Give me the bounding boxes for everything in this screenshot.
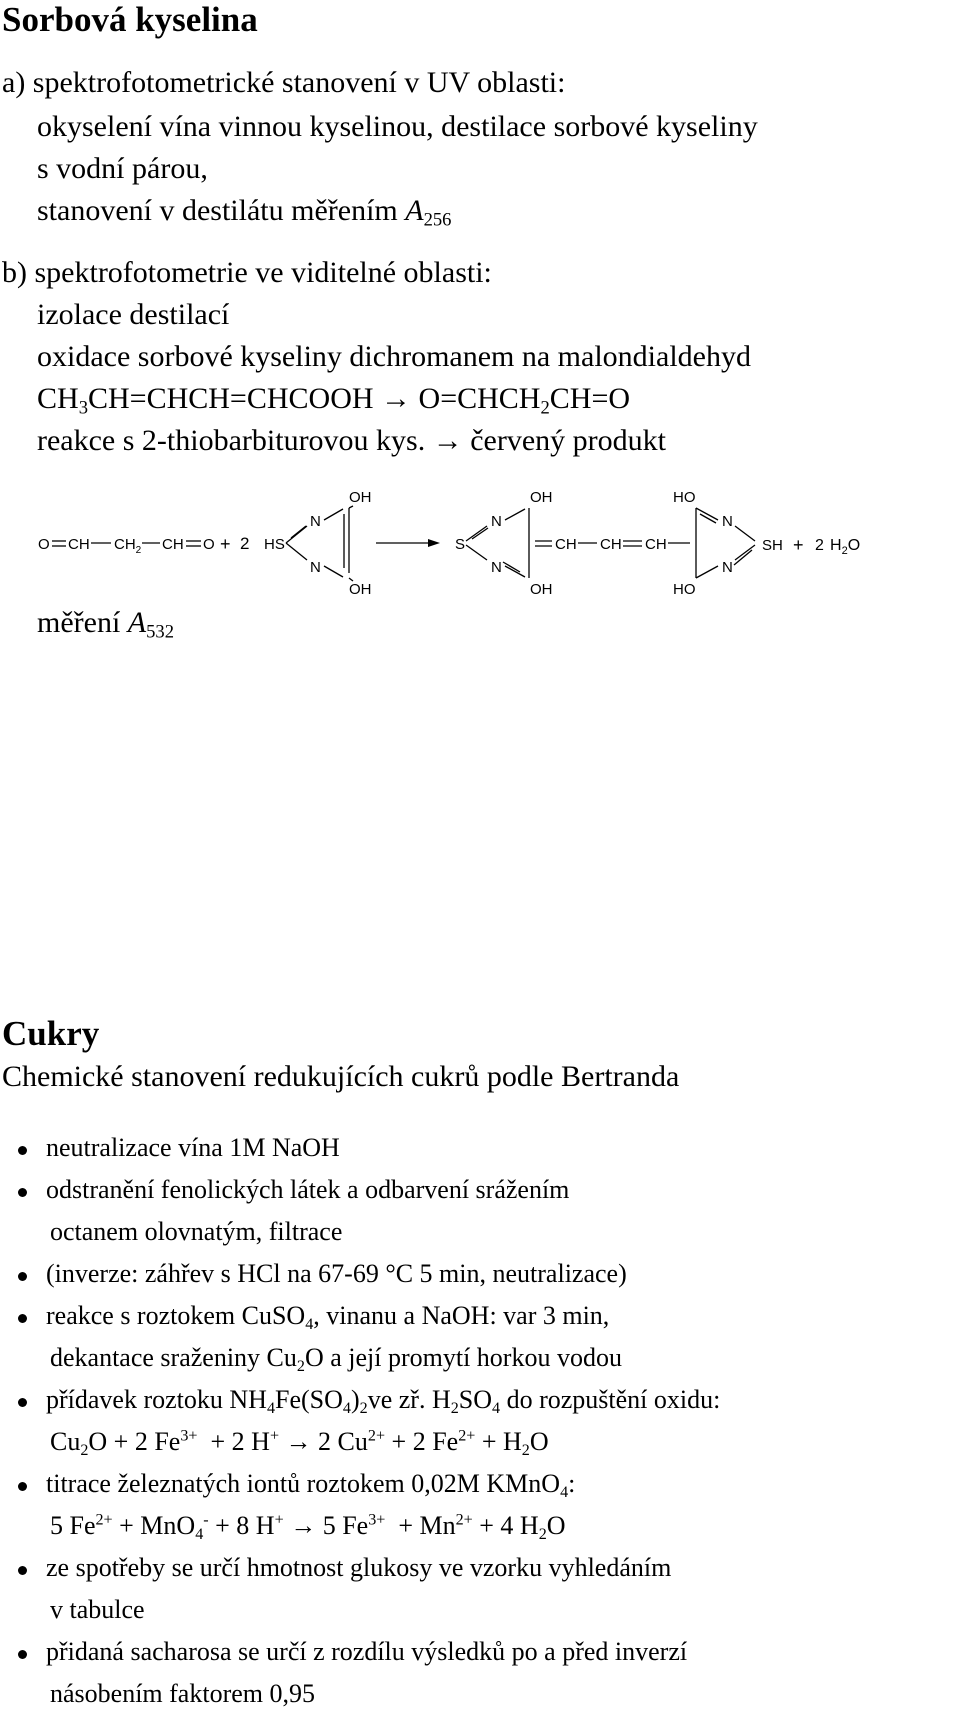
list-item-7b: v tabulce xyxy=(50,1595,145,1624)
bullet-8 xyxy=(18,1650,27,1659)
group-ch-p1: CH xyxy=(555,536,577,553)
atom-n-p3: N xyxy=(722,513,733,530)
text-a-line2: s vodní párou, xyxy=(37,152,208,185)
text-sugars-subtitle: Chemické stanovení redukujících cukrů podle Bertranda xyxy=(2,1060,680,1093)
atom-s: S xyxy=(455,536,466,553)
list-item-7a: ze spotřeby se určí hmotnost glukosy ve vzorku vyhledáním xyxy=(46,1553,672,1582)
section-title-sorbic: Sorbová kyselina xyxy=(2,0,258,39)
list-item-8a: přidaná sacharosa se určí z rozdílu výsledků po a před inverzí xyxy=(46,1637,688,1666)
coef-water: 2 xyxy=(815,537,824,554)
group-sh: SH xyxy=(762,537,783,554)
equation-iron: $Cu_2O + 2$ $Fe^{3+} + 2$ H+ → 2 $Cu^{2+} + 2$ $Fe^{2+} + H_2O$ xyxy=(50,1427,549,1459)
bullet-1 xyxy=(18,1146,27,1155)
text-b-head: b) spektrofotometrie ve viditelné oblasti: xyxy=(2,256,492,289)
group-ho-p2: HO xyxy=(673,581,696,598)
list-item-5a: přídavek roztoku $NH_4Fe(SO_4)_2ve$ zř. $H_2SO_4$ do rozpuštění oxidu: xyxy=(46,1385,721,1417)
equation-sorbic-oxidation: $CH_3CH=CHCH=CHCOOH$ → $O=CHCH_2CH=O$ xyxy=(37,382,631,419)
group-oh-p2: OH xyxy=(530,581,553,598)
bullet-4 xyxy=(18,1314,27,1323)
text-b-line1: izolace destilací xyxy=(37,298,230,331)
atom-n-p1: N xyxy=(491,513,502,530)
group-ho-p1: HO xyxy=(673,489,696,506)
list-item-1: neutralizace vína 1M NaOH xyxy=(46,1133,340,1162)
group-oh-top: OH xyxy=(349,489,372,506)
equation-permanganate: 5 $Fe^{2+} + MnO_4^- + 8$ H+ → 5 $Fe^{3+} + Mn^{2+} + 4$ $H_2O$ xyxy=(50,1511,566,1543)
list-item-4b: dekantace sraženiny $Cu_2O$ a její promytí horkou vodou xyxy=(50,1343,622,1375)
section-title-sugars: Cukry xyxy=(2,1014,100,1053)
text-measure: měření $A_{532}$ xyxy=(37,606,175,643)
atom-o-left: O xyxy=(38,536,50,553)
text-a-head: a) spektrofotometrické stanovení v UV oblasti: xyxy=(2,66,566,99)
reaction-scheme xyxy=(0,478,960,618)
atom-o-left-b: O xyxy=(203,536,215,553)
plus-1: + xyxy=(220,534,231,554)
atom-n-top: N xyxy=(310,513,321,530)
list-item-3: (inverze: záhřev s HCl na 67-69 °C 5 min, neutralizace) xyxy=(46,1259,627,1288)
bullet-7 xyxy=(18,1566,27,1575)
water-formula: $H_2O$ xyxy=(830,537,861,557)
atom-n-p4: N xyxy=(722,559,733,576)
list-item-8b: násobením faktorem 0,95 xyxy=(50,1679,315,1708)
bullet-5 xyxy=(18,1398,27,1407)
atom-n-p2: N xyxy=(491,559,502,576)
atom-n-bot: N xyxy=(310,559,321,576)
coef-2: 2 xyxy=(240,534,250,553)
list-item-4a: reakce s roztokem CuSO$_4$, vinanu a NaOH: var 3 min, xyxy=(46,1301,610,1333)
bullet-3 xyxy=(18,1272,27,1281)
group-hs: HS xyxy=(264,536,285,553)
text-a-line1: okyselení vína vinnou kyselinou, destilace sorbové kyseliny xyxy=(37,110,758,143)
group-ch2-left: $CH_2$ xyxy=(114,536,142,556)
bullet-2 xyxy=(18,1188,27,1197)
list-item-2a: odstranění fenolických látek a odbarvení srážením xyxy=(46,1175,570,1204)
group-oh-bot: OH xyxy=(349,581,372,598)
plus-2: + xyxy=(793,535,804,555)
list-item-6a: titrace železnatých iontů roztokem 0,02M KMnO$_4$: xyxy=(46,1469,576,1501)
group-ch-left-b: CH xyxy=(162,536,184,553)
text-b-line3: reakce s 2-thiobarbiturovou kys. → červený produkt xyxy=(37,424,666,457)
group-oh-p1: OH xyxy=(530,489,553,506)
text-b-line2: oxidace sorbové kyseliny dichromanem na malondialdehyd xyxy=(37,340,751,373)
group-ch-left: CH xyxy=(68,536,90,553)
bullet-6 xyxy=(18,1482,27,1491)
list-item-2b: octanem olovnatým, filtrace xyxy=(50,1217,343,1246)
group-ch-p2: CH xyxy=(600,536,622,553)
group-ch-p3: CH xyxy=(645,536,667,553)
text-a-line3: stanovení v destilátu měřením $A_{256}$ xyxy=(37,194,452,231)
